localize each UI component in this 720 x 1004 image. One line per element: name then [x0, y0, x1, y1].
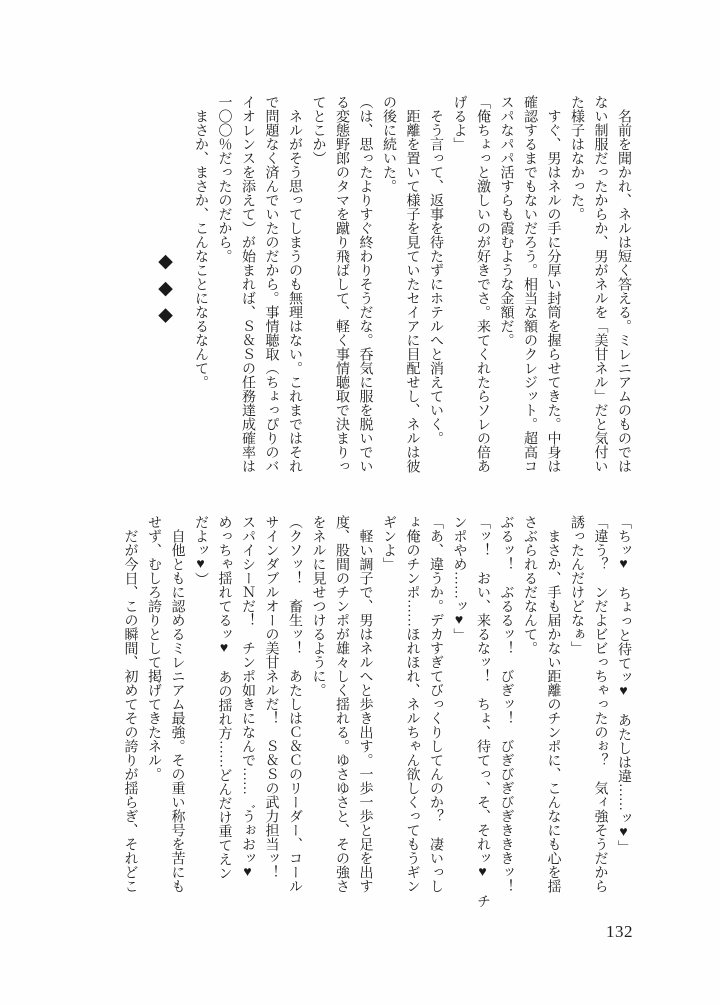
page-number: 132 [606, 922, 633, 941]
text-column: ょ俺のチンポ……ほれほれ、ネルちゃん欲しくってもうギン [404, 515, 420, 893]
text-column: めっちゃ揺れてるッ♥ あの揺れ方……どんだけ重てえン [216, 515, 232, 880]
text-column: さぶられるだなんて。 [522, 515, 537, 655]
text-column: スパなパパ活すらも霞むような金額だ。 [498, 95, 514, 347]
text-column: で問題なく済んでいたのだから。事情聴取（ちょっぴりのバ [263, 95, 279, 473]
text-column: スパイシーＮだ！ チンポ如きになんで……゛うぉおッ♥ [240, 515, 255, 880]
text-column: ネルがそう思ってしまうのも無理はない。これまではそれ [287, 109, 302, 473]
text-column: （は、思ったよりすぐ終わりそうだな。呑気に服を脱いでい [357, 95, 373, 473]
text-column: だが今日、この瞬間、初めてその誇りが揺らぎ、それどこ [122, 529, 138, 893]
text-column: サインダブルオーの美甘ネルだ！ Ｓ＆Ｓの武力担当ッ！ [263, 515, 279, 879]
text-column: 軽い調子で、男はネルへと歩き出す。一歩一歩と足を出す [357, 529, 373, 893]
text-column: 自他ともに認めるミレニアム最強。その重い称号を苦にも [169, 529, 185, 893]
text-column: ない制服だったからか、男がネルを「美甘ネル」だと気付い [592, 95, 608, 473]
text-column: 「ちッ♥ ちょっと待てッ♥ あたしは違……ッ♥」 [616, 515, 631, 854]
text-column: の後に続いた。 [381, 95, 396, 193]
text-column: 距離を置いて様子を見ていたセイアに目配せし、ネルは彼 [404, 109, 420, 473]
text-column: そう言って、返事を待たずにホテルへと消えていく。 [428, 109, 443, 445]
text-column: 度、股間のチンポが雄々しく揺れる。ゆさゆさと、その強さ [334, 515, 349, 893]
text-column: る変態野郎のタマを蹴り飛ばして、軽く事情聴取で決まりっ [334, 95, 349, 473]
text-column: た様子はなかった。 [569, 95, 584, 221]
lower-text-block [118, 515, 635, 915]
text-column: イオレンスを添えて）が始まれば、Ｓ＆Ｓの任務達成確率は [240, 95, 255, 473]
text-column: せず、むしろ誇りとして掲げてきたネル。 [146, 515, 161, 781]
text-column: だよッ♥） [193, 515, 208, 586]
upper-text-block [153, 95, 635, 495]
text-column: 確認するまでもないだろう。相当な額のクレジット。超高コ [522, 95, 537, 473]
text-column: げるよ」 [451, 95, 467, 151]
text-column: ギンよ」 [381, 515, 396, 571]
scene-break-ornament: ◆ ◆ ◆ [154, 250, 176, 326]
text-column: ぶるッ！ ぶるるッ！ びぎッ！ びぎびぎびぎきききッ！ [498, 515, 514, 893]
text-column: 一〇〇％だったのだから。 [216, 95, 232, 263]
text-column: すぐ、男はネルの手に分厚い封筒を握らせてきた。中身は [545, 109, 561, 473]
text-column: ンポやめ……ッ♥」 [451, 515, 467, 642]
text-column: 「ッ！ おい、来るなッ！ ちょ、待てっ、そ、それッ♥ チ [475, 515, 490, 908]
text-column: 「俺ちょっと激しいのが好きでさ。来てくれたらソレの倍あ [475, 95, 490, 473]
text-column: （クソッ！ 畜生ッ！ あたしはＣ＆Ｃのリーダー、コール [287, 515, 302, 893]
text-column: 誘ったんだけどなぁ」 [569, 515, 584, 655]
text-column: 「違う？ ンだよビビっちゃったのぉ？ 気ィ強そうだから [592, 515, 608, 893]
text-column: 名前を聞かれ、ネルは短く答える。ミレニアムのものでは [616, 109, 631, 473]
text-column: まさか、手も届かない距離のチンポに、こんなにも心を揺 [545, 529, 561, 893]
text-column: をネルに見せつけるように。 [310, 515, 326, 697]
text-column: てとこか） [310, 95, 326, 165]
text-column: まさか、まさか、こんなことになるなんて。 [193, 109, 208, 389]
text-column: 「あ、違うか。デカすぎてびっくりしてんのか？ 凄いっし [428, 515, 443, 893]
